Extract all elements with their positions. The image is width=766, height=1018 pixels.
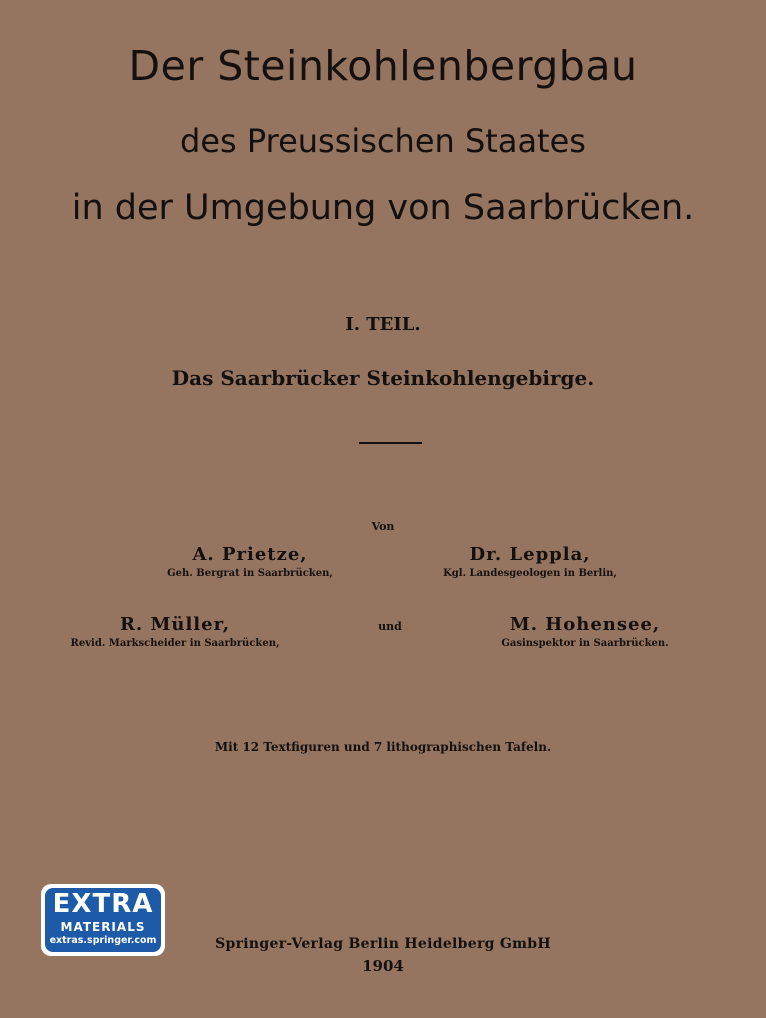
und-label: und [378, 620, 402, 633]
author-name-leppla: Dr. Leppla, [469, 544, 591, 565]
part-label: I. TEIL. [345, 314, 421, 335]
publication-year: 1904 [362, 957, 404, 975]
von-label: Von [371, 520, 395, 533]
author-role-leppla: Kgl. Landesgeologen in Berlin, [443, 568, 617, 579]
subtitle: Das Saarbrücker Steinkohlengebirge. [171, 366, 595, 390]
divider-rule [359, 442, 422, 444]
author-role-prietze: Geh. Bergrat in Saarbrücken, [167, 568, 333, 579]
author-name-hohensee: M. Hohensee, [509, 614, 661, 635]
badge-extra-text: EXTRA [52, 889, 154, 919]
author-role-hohensee: Gasinspektor in Saarbrücken. [501, 638, 669, 649]
author-name-mueller: R. Müller, [119, 614, 231, 635]
title-line-3: in der Umgebung von Saarbrücken. [71, 188, 695, 228]
author-role-mueller: Revid. Markscheider in Saarbrücken, [70, 638, 280, 649]
title-line-2: des Preussischen Staates [180, 122, 586, 160]
publisher: Springer-Verlag Berlin Heidelberg GmbH [215, 936, 551, 952]
badge-materials-text: MATERIALS [60, 920, 146, 934]
figures-note: Mit 12 Textfiguren und 7 lithographischen Tafeln. [214, 740, 552, 754]
title-line-1: Der Steinkohlenbergbau [128, 42, 638, 90]
badge-url-text: extras.springer.com [49, 935, 157, 946]
author-name-prietze: A. Prietze, [192, 544, 308, 565]
